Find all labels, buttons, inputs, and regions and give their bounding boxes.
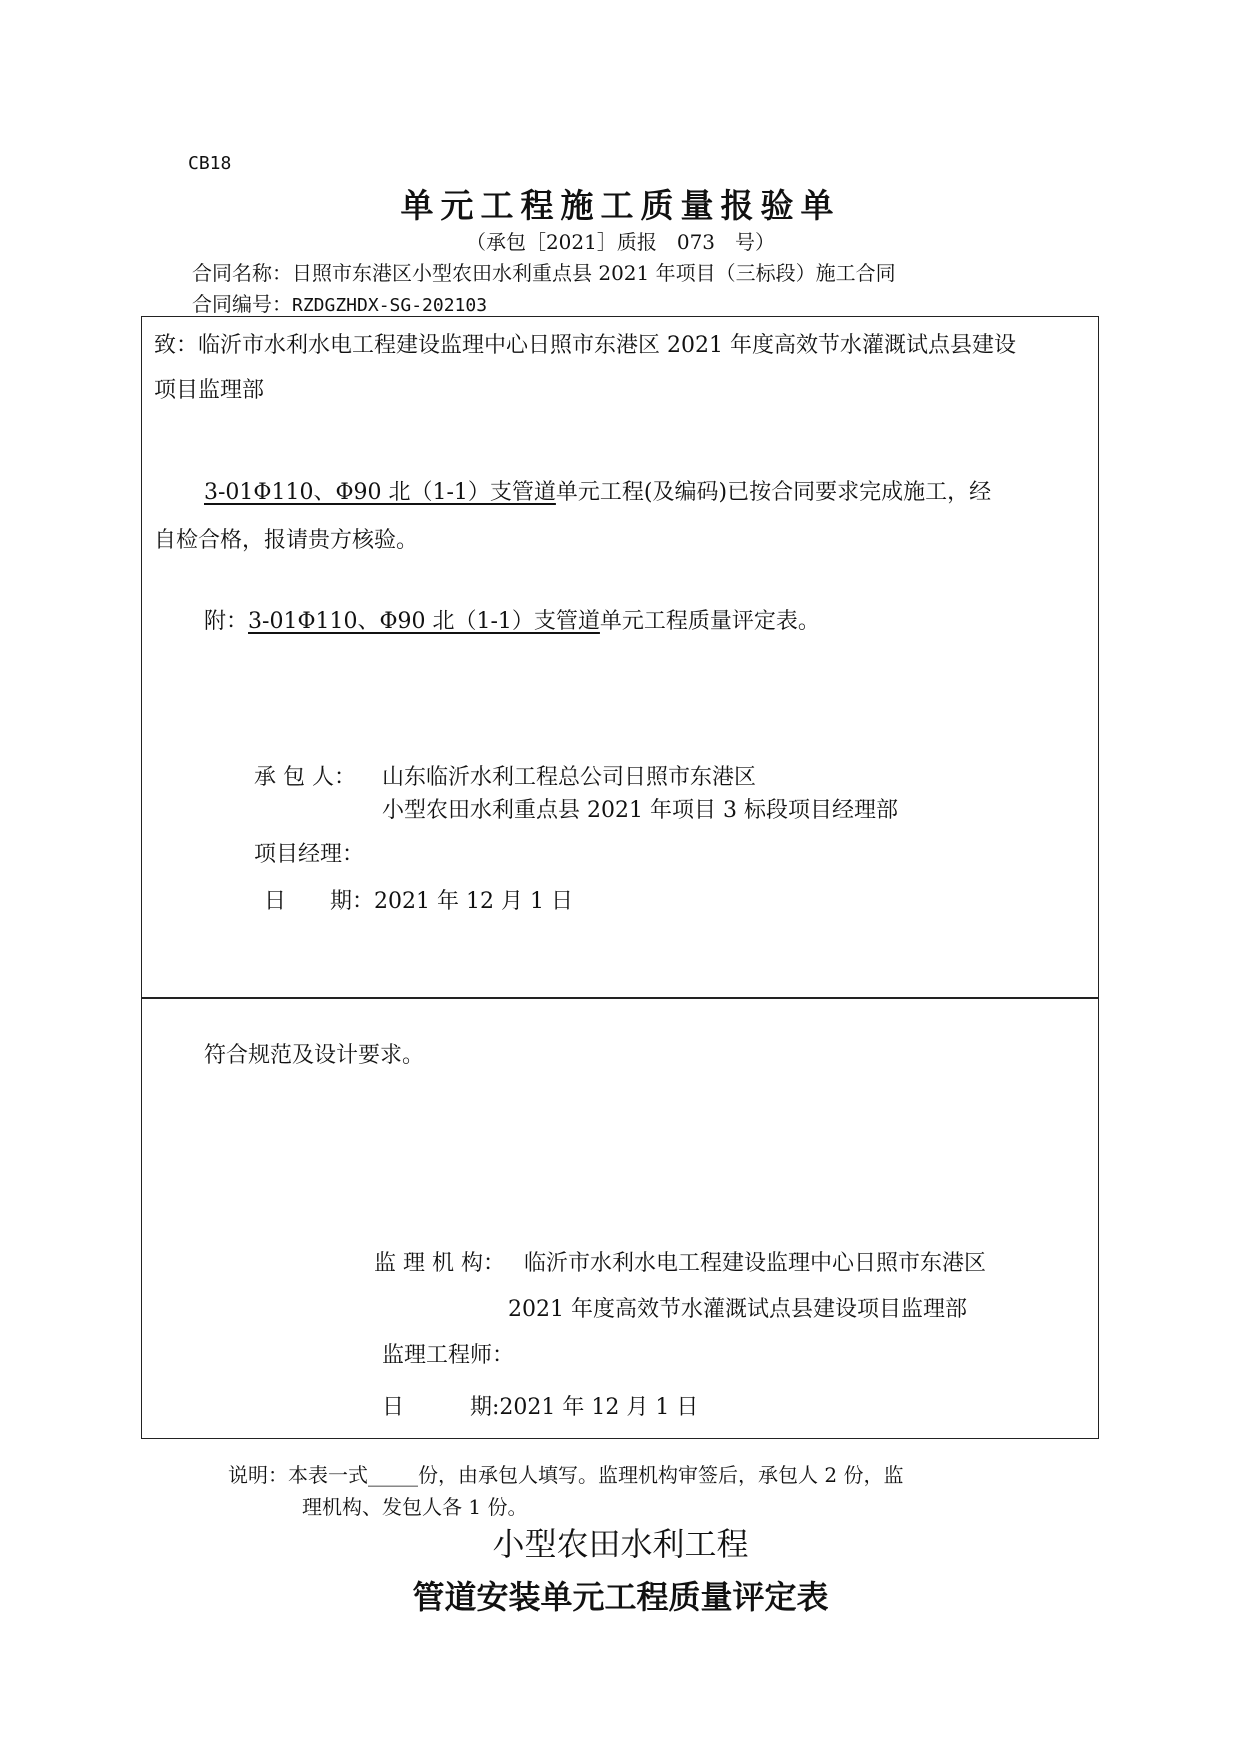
submission-section [141, 316, 1099, 999]
supervision-org-line-1: 临沂市水利水电工程建设监理中心日照市东港区 [524, 1251, 987, 1276]
next-form-category: 小型农田水利工程 [492, 1525, 749, 1563]
contract-number-label: 合同编号： [192, 292, 292, 316]
attachment-suffix: 单元工程质量评定表。 [599, 609, 820, 634]
contract-name [192, 257, 896, 286]
contract-number [192, 288, 487, 317]
supervision-opinion: 符合规范及设计要求。 [204, 1043, 425, 1068]
date-value: 2021 年 12 月 1 日 [499, 1395, 699, 1420]
supervision-org-line-2: 2021 年度高效节水灌溉试点县建设项目监理部 [508, 1297, 967, 1322]
contractor-line-1: 山东临沂水利工程总公司日照市东港区 [382, 765, 757, 790]
date-value: 2021 年 12 月 1 日 [374, 889, 573, 914]
report-reference: （承包［2021］质报 073 号） [465, 230, 776, 254]
supervision-org-label: 监 理 机 构： [374, 1251, 505, 1276]
date-label: 日 期: [382, 1395, 500, 1420]
contract-number-value: RZDGZHDX-SG-202103 [292, 295, 488, 316]
note-line-2: 理机构、发包人各 1 份。 [302, 1495, 528, 1519]
contractor-line-2: 小型农田水利重点县 2021 年项目 3 标段项目经理部 [382, 798, 898, 823]
form-code: CB18 [188, 153, 232, 174]
body-text: 单元工程(及编码)已按合同要求完成施工，经 [555, 480, 992, 505]
note-line-1: 说明：本表一式_____份，由承包人填写。监理机构审签后，承包人 2 份，监 [228, 1463, 904, 1487]
supervision-date [382, 1390, 698, 1421]
contractor-label: 承 包 人： [254, 765, 356, 790]
project-manager-label: 项目经理： [254, 842, 365, 867]
supervision-engineer-label: 监理工程师： [382, 1343, 515, 1368]
attachment-unit: 3-01Φ110、Φ90 北（1-1）支管道 [248, 609, 600, 634]
addressee-line-1: 致：临沂市水利水电工程建设监理中心日照市东港区 2021 年度高效节水灌溉试点县建设 [154, 333, 1016, 358]
contractor-date [264, 884, 573, 915]
date-label: 日 期： [264, 889, 375, 914]
addressee-line-2: 项目监理部 [154, 378, 265, 403]
supervision-section [141, 997, 1099, 1439]
contract-name-label: 合同名称： [192, 261, 292, 285]
page-title: 单元工程施工质量报验单 [400, 186, 841, 225]
contract-name-value: 日照市东港区小型农田水利重点县 2021 年项目（三标段）施工合同 [292, 261, 896, 285]
body-line-1 [204, 475, 991, 506]
attachment-line [204, 604, 820, 635]
body-line-2: 自检合格，报请贵方核验。 [154, 528, 419, 553]
unit-name: 3-01Φ110、Φ90 北（1-1）支管道 [204, 480, 556, 505]
attachment-prefix: 附： [204, 609, 249, 634]
next-form-title: 管道安装单元工程质量评定表 [412, 1578, 829, 1616]
